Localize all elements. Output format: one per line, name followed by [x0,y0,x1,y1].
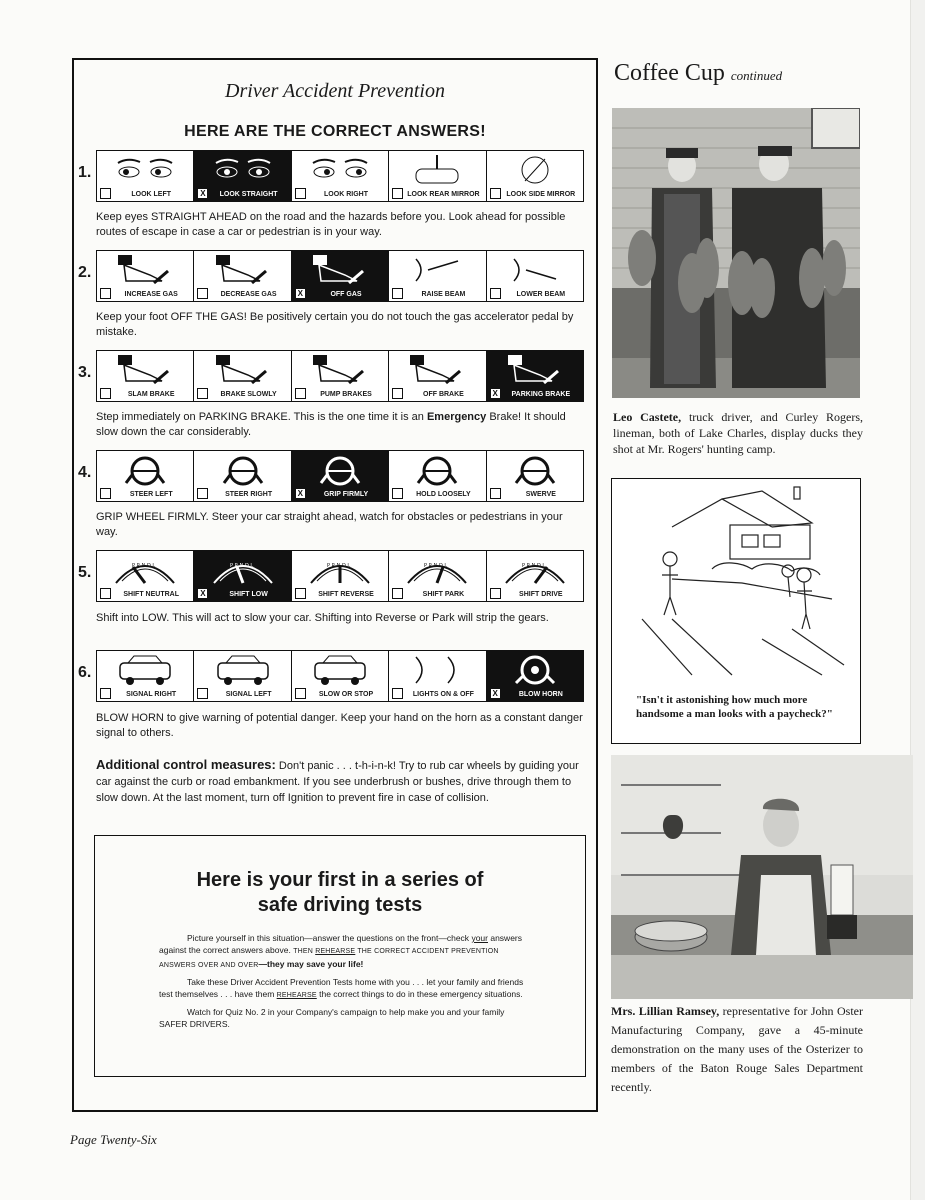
answer-illustration-icon [97,453,193,487]
answer-option [292,251,389,301]
answer-option [487,351,583,401]
svg-text:P R N D L: P R N D L [132,563,156,569]
series-p1-then: THEN [293,948,316,955]
answer-option [487,451,583,501]
answer-label: BLOW HORN [518,691,563,698]
explanation-emphasis: Emergency [426,411,487,423]
answer-illustration-icon [292,453,388,487]
answer-checkbox[interactable] [197,688,208,699]
answer-label: GRIP FIRMLY [323,491,369,498]
svg-text:P R N D L: P R N D L [327,563,351,569]
answer-checkbox[interactable] [392,488,403,499]
sidebar-title [614,60,782,87]
svg-text:P R N D L: P R N D L [521,563,546,569]
question-row [78,250,584,302]
answer-label: LOOK LEFT [131,191,172,198]
answer-checkbox[interactable] [490,488,501,499]
answer-checkbox[interactable]: X [197,188,208,199]
answer-checkbox[interactable] [392,288,403,299]
series-title-line1: Here is your first in a series of [196,869,484,891]
answer-option [389,151,486,201]
answer-illustration-icon [194,153,290,187]
answer-checkbox[interactable] [295,588,306,599]
cartoon-drawing [612,479,859,689]
explanation-text-end: Brake! It should slow down the car considerably. [96,411,566,438]
answer-explanation: Shift into LOW. This will act to slow your car. Shifting into Reverse or Park will strip the gears. [96,612,549,624]
photo2-caption [611,1002,863,1097]
answer-option [487,151,583,201]
answer-label: SHIFT PARK [422,591,465,598]
answer-label: RAISE BEAM [421,291,466,298]
answer-strip [96,250,584,302]
answer-illustration-icon [487,453,583,487]
answer-option [389,451,486,501]
question-number: 6. [78,664,92,681]
answer-label: SHIFT REVERSE [318,591,374,598]
answer-label: SHIFT LOW [229,591,268,598]
series-p1-bold: —they may save your life! [258,959,364,969]
additional-text: Don't panic . . . t-h-i-n-k! Try to rub car wheels by guiding your car against the curb or road embankment. If you see underbrush or bushes, drive through them to slow down. At the last moment, turn off Ignition to prevent fire in case of collision. [96,760,579,804]
photo2-caption-name: Mrs. Lillian Ramsey, [611,1004,720,1018]
answer-strip [96,450,584,502]
series-title [95,868,585,918]
series-p1-text: Picture yourself in this situation—answer the questions on the front—check [187,933,472,943]
answer-label: SIGNAL RIGHT [126,691,177,698]
answer-label: SLAM BRAKE [127,391,175,398]
answer-illustration-icon [389,353,485,387]
answer-option [194,151,291,201]
photo-hunters [612,108,860,398]
answer-option [292,551,389,601]
answer-explanation: Keep your foot OFF THE GAS! Be positively certain you do not touch the gas accelerator pedal by mistake. [96,311,574,338]
answer-option [389,551,486,601]
answer-option [487,251,583,301]
additional-measures [96,757,586,806]
series-p1-text-b: answers against the correct answers above. [159,933,522,955]
question-row [78,450,584,502]
answer-illustration-icon [292,253,388,287]
answer-option [487,551,583,601]
answer-checkbox[interactable] [295,188,306,199]
answer-checkbox[interactable]: X [295,288,306,299]
answer-illustration-icon [97,253,193,287]
question-number: 5. [78,564,92,581]
answer-option [292,151,389,201]
svg-text:P R N D L: P R N D L [424,563,448,569]
question-row [78,650,584,702]
answer-illustration-icon [487,253,583,287]
question-number: 2. [78,264,92,281]
answer-illustration-icon [389,253,485,287]
coffee-cup-title: Coffee Cup [614,60,725,86]
answer-label: SIGNAL LEFT [225,691,272,698]
answer-checkbox[interactable] [197,488,208,499]
photo1-caption-text: truck driver, and Curley Rogers, lineman, both of Lake Charles, display ducks they shot at Mr. Rogers' hunting camp. [613,410,863,456]
answer-illustration-icon [389,653,485,687]
answer-checkbox[interactable] [392,388,403,399]
answer-checkbox[interactable]: X [197,588,208,599]
photo-kitchen [611,755,913,999]
answer-illustration-icon [487,353,583,387]
answer-checkbox[interactable] [100,688,111,699]
answer-checkbox[interactable]: X [295,488,306,499]
answer-label: SHIFT DRIVE [519,591,563,598]
answer-checkbox[interactable] [490,188,501,199]
answer-illustration-icon [487,653,583,687]
answer-illustration-icon [97,153,193,187]
answer-illustration-icon [194,553,290,587]
answer-option [97,451,194,501]
answer-option [389,651,486,701]
answer-option [292,451,389,501]
series-p1-rehearse: REHEARSE [315,948,356,955]
additional-heading: Additional control measures: [96,757,276,772]
photo2-caption-text: representative for John Oster Manufacturing Company, gave a 45-minute demonstration on the many uses of the Osterizer to members of the Baton Rouge Sales Department recently. [611,1004,863,1094]
answer-option [389,251,486,301]
answer-checkbox[interactable] [295,688,306,699]
question-row [78,550,584,602]
answer-checkbox[interactable] [490,588,501,599]
answer-explanation: GRIP WHEEL FIRMLY. Steer your car straight ahead, watch for obstacles or pedestrians in your way. [96,511,563,538]
answer-illustration-icon [389,153,485,187]
answer-illustration-icon [97,553,193,587]
photo1-caption-name: Leo Castete, [613,410,682,424]
answer-label: INCREASE GAS [124,291,178,298]
answer-label: LOOK REAR MIRROR [407,191,480,198]
answer-label: SWERVE [525,491,556,498]
answer-checkbox[interactable]: X [490,388,501,399]
answer-option [194,251,291,301]
answer-illustration-icon [487,153,583,187]
series-p2-text: Take these Driver Accident Prevention Tests home with you . . . let your family and friends test themselves . . . have them [159,977,524,999]
answer-label: SLOW OR STOP [318,691,374,698]
quiz-title: Driver Accident Prevention [225,80,445,102]
answer-strip [96,150,584,202]
series-p2-text-b: the correct things to do in these emergency situations. [316,989,523,999]
answer-label: OFF BRAKE [423,391,464,398]
series-title-line2: safe driving tests [257,894,423,916]
series-body [159,932,531,1034]
answer-illustration-icon [194,453,290,487]
answer-checkbox[interactable] [100,188,111,199]
answer-label: PARKING BRAKE [511,391,571,398]
answer-illustration-icon [97,653,193,687]
question-number: 1. [78,164,92,181]
answer-label: STEER LEFT [129,491,173,498]
answer-option [97,351,194,401]
answer-label: STEER RIGHT [225,491,273,498]
question-number: 4. [78,464,92,481]
answer-illustration-icon [194,353,290,387]
series-paragraph-1 [159,932,531,972]
answer-label: OFF GAS [330,291,362,298]
answer-label: LOOK SIDE MIRROR [506,191,576,198]
answer-explanation [96,410,586,440]
answer-illustration-icon [389,453,485,487]
answer-strip [96,550,584,602]
answer-option [389,351,486,401]
series-paragraph-2 [159,976,531,1002]
series-p2-rehearse: REHEARSE [276,992,317,999]
answer-option [292,351,389,401]
svg-text:P R N D L: P R N D L [229,563,253,569]
answer-checkbox[interactable] [295,388,306,399]
answer-checkbox[interactable] [100,488,111,499]
answer-checkbox[interactable] [100,588,111,599]
answer-checkbox[interactable] [100,388,111,399]
photo1-caption [613,409,863,457]
page-edge [910,0,925,1200]
series-p1-caps: THE CORRECT ACCIDENT PREVENTION ANSWERS OVER AND OVER [159,948,499,969]
answer-illustration-icon [97,353,193,387]
answer-option [194,551,291,601]
answer-label: HOLD LOOSELY [416,491,471,498]
answer-checkbox[interactable] [197,288,208,299]
answer-option [194,451,291,501]
explanation-text: Step immediately on PARKING BRAKE. This is the one time it is an [96,411,427,423]
answer-checkbox[interactable] [392,688,403,699]
answer-option [97,151,194,201]
answer-checkbox[interactable] [490,288,501,299]
answer-illustration-icon [292,153,388,187]
answer-illustration-icon [194,653,290,687]
answer-illustration-icon [292,353,388,387]
series-box [94,835,586,1077]
answer-explanation: BLOW HORN to give warning of potential danger. Keep your hand on the horn as a constant danger signal to others. [96,712,583,739]
answer-strip [96,650,584,702]
answer-strip [96,350,584,402]
answer-label: LOOK RIGHT [324,191,368,198]
series-paragraph-3: Watch for Quiz No. 2 in your Company's campaign to help make you and your family SAFER DRIVERS. [159,1007,505,1029]
series-p1-your: your [471,933,488,943]
answer-illustration-icon [194,253,290,287]
quiz-box [72,58,598,1112]
answer-illustration-icon [292,553,388,587]
answer-illustration-icon [389,553,485,587]
answer-label: LIGHTS ON & OFF [412,691,474,698]
question-row [78,150,584,202]
answer-label: DECREASE GAS [220,291,277,298]
answer-label: BRAKE SLOWLY [220,391,277,398]
answer-label: PUMP BRAKES [320,391,372,398]
cartoon-box [611,478,861,744]
answer-checkbox[interactable] [392,188,403,199]
question-number: 3. [78,364,92,381]
cartoon-caption: "Isn't it astonishing how much more handsome a man looks with a paycheck?" [636,694,833,720]
answer-option [97,651,194,701]
answer-option [292,651,389,701]
answer-checkbox[interactable] [392,588,403,599]
page-number: Page Twenty-Six [70,1132,157,1147]
answer-checkbox[interactable] [100,288,111,299]
answer-checkbox[interactable] [197,388,208,399]
answer-explanation: Keep eyes STRAIGHT AHEAD on the road and the hazards before you. Look ahead for possible routes of escape in case a car or pedestrian is in your way. [96,211,566,238]
answer-option [194,351,291,401]
answer-label: LOWER BEAM [516,291,566,298]
question-row [78,350,584,402]
answer-label: SHIFT NEUTRAL [123,591,179,598]
answer-illustration-icon [487,553,583,587]
answer-option [97,551,194,601]
answer-option [487,651,583,701]
answer-option [97,251,194,301]
answer-illustration-icon [292,653,388,687]
answer-checkbox[interactable]: X [490,688,501,699]
answer-option [194,651,291,701]
quiz-heading: HERE ARE THE CORRECT ANSWERS! [184,123,486,140]
answer-label: LOOK STRAIGHT [219,191,278,198]
continued-label: continued [730,68,783,83]
